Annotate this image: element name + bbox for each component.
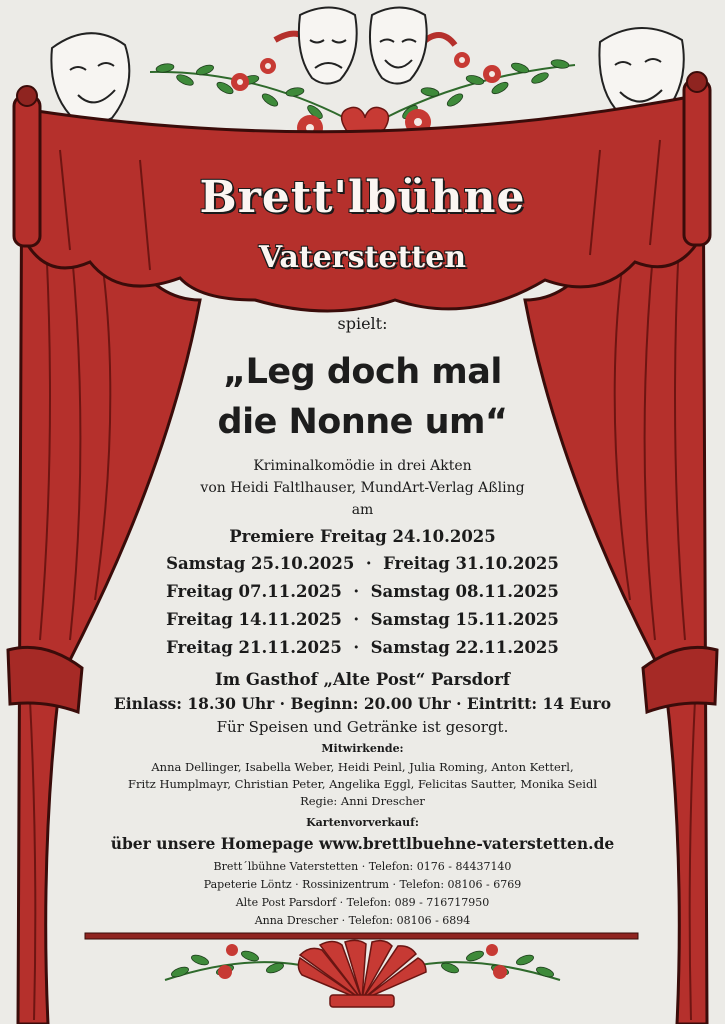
cast-line: Anna Dellinger, Isabella Weber, Heidi Peinl, Julia Roming, Anton Ketterl, (151, 760, 574, 774)
cast-director: Regie: Anni Drescher (300, 794, 425, 808)
stage-line (85, 933, 638, 939)
tickets-heading: Kartenvorverkauf: (306, 816, 419, 829)
comedy-mask-icon (51, 33, 129, 123)
play-on: am (351, 502, 374, 518)
play-author: von Heidi Faltlhauser, MundArt-Verlag Aßling (200, 480, 525, 496)
comedy-mask-icon (370, 8, 427, 84)
left-scroll (14, 96, 40, 246)
date-row: Samstag 25.10.2025 · Freitag 31.10.2025 (166, 554, 559, 573)
venue-place: Im Gasthof „Alte Post“ Parsdorf (215, 670, 510, 689)
ticket-outlet: Papeterie Löntz · Rossinizentrum · Telefon: 08106 - 6769 (203, 878, 522, 891)
cast-line: Fritz Humplmayr, Christian Peter, Angelika Eggl, Felicitas Sautter, Monika Seidl (127, 777, 598, 791)
date-row: Freitag 07.11.2025 · Samstag 08.11.2025 (166, 582, 559, 601)
tickets-homepage: über unsere Homepage www.brettlbuehne-vaterstetten.de (110, 834, 615, 853)
cast-heading: Mitwirkende: (321, 742, 404, 755)
date-row: Freitag 21.11.2025 · Samstag 22.11.2025 (166, 638, 559, 657)
intro-text: spielt: (337, 314, 388, 333)
venue-catering: Für Speisen und Getränke ist gesorgt. (216, 718, 509, 736)
date-row: Freitag 14.11.2025 · Samstag 15.11.2025 (166, 610, 559, 629)
play-title-line2: die Nonne um“ (217, 402, 508, 442)
ticket-outlet: Brett´lbühne Vaterstetten · Telefon: 0176 - 84437140 (213, 860, 512, 873)
brand-name: Brett'lbühne (199, 172, 526, 223)
venue-times: Einlass: 18.30 Uhr · Beginn: 20.00 Uhr · Eintritt: 14 Euro (113, 694, 612, 713)
play-title-line1: „Leg doch mal (223, 352, 502, 392)
play-genre: Kriminalkomödie in drei Akten (253, 458, 472, 474)
ticket-outlet: Alte Post Parsdorf · Telefon: 089 - 716717950 (235, 896, 490, 909)
ticket-outlet: Anna Drescher · Telefon: 08106 - 6894 (254, 914, 471, 927)
premiere-date: Premiere Freitag 24.10.2025 (229, 527, 496, 546)
brand-town: Vaterstetten (258, 240, 467, 275)
fan-flower-icon (298, 940, 426, 1007)
tragedy-mask-icon (299, 8, 357, 84)
